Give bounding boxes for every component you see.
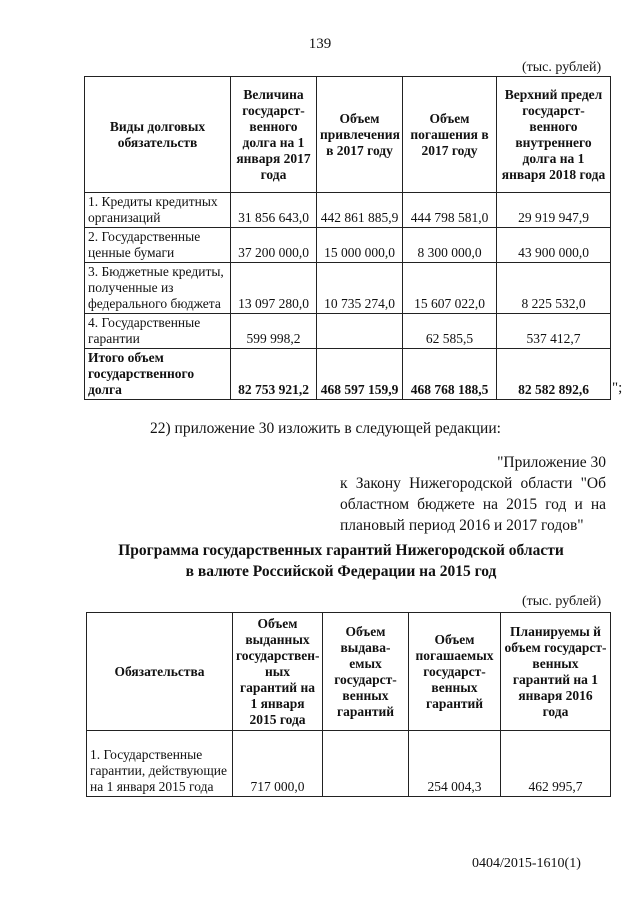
cell: 31 856 643,0 — [231, 193, 317, 228]
row-label: 4. Государственные гарантии — [85, 314, 231, 349]
table-header-row — [85, 77, 611, 193]
guarantee-table — [86, 612, 611, 797]
cell: 8 225 532,0 — [497, 263, 611, 314]
paragraph-text: 22) приложение 30 изложить в следующей редакции: — [150, 420, 501, 437]
table-row — [85, 228, 611, 263]
debt-table — [84, 76, 611, 400]
table-header-row — [87, 613, 611, 731]
cell: 8 300 000,0 — [403, 228, 497, 263]
cell: 599 998,2 — [231, 314, 317, 349]
cell: 29 919 947,9 — [497, 193, 611, 228]
units-label: (тыс. рублей) — [522, 60, 602, 75]
row-label: 3. Бюджетные кредиты, полученные из федерального бюджета — [85, 263, 231, 314]
cell: 43 900 000,0 — [497, 228, 611, 263]
units-label: (тыс. рублей) — [522, 594, 602, 609]
cell — [323, 731, 409, 797]
table-row — [85, 263, 611, 314]
total-cell: 468 768 188,5 — [403, 349, 497, 400]
cell: 717 000,0 — [233, 731, 323, 797]
column-header: Объем выданных государствен-ных гарантий на 1 января 2015 года — [233, 613, 323, 731]
table-row — [85, 314, 611, 349]
table-total-row — [85, 349, 611, 400]
total-cell: 82 582 892,6 — [497, 349, 611, 400]
cell: 537 412,7 — [497, 314, 611, 349]
cell: 37 200 000,0 — [231, 228, 317, 263]
cell: 15 000 000,0 — [317, 228, 403, 263]
row-label: 1. Кредиты кредитных организаций — [85, 193, 231, 228]
cell: 10 735 274,0 — [317, 263, 403, 314]
program-title-line: Программа государственных гарантий Нижегородской области — [118, 542, 564, 559]
closing-quote-mark: "; — [612, 380, 623, 396]
appendix-line: к Закону Нижегородской области "Об областном бюджете на 2015 год и на плановый период 2016 и 2017 годов" — [340, 475, 606, 534]
document-code: 0404/2015-1610(1) — [472, 856, 581, 871]
row-label: 1. Государственные гарантии, действующие на 1 января 2015 года — [87, 731, 233, 797]
column-header: Планируемы й объем государст-венных гарантий на 1 января 2016 года — [501, 613, 611, 731]
program-title — [96, 540, 586, 582]
page-number: 139 — [308, 36, 332, 52]
row-label: 2. Государственные ценные бумаги — [85, 228, 231, 263]
column-header: Обязательства — [87, 613, 233, 731]
total-label: Итого объем государственного долга — [85, 349, 231, 400]
appendix-line: "Приложение 30 — [497, 454, 606, 471]
total-cell: 82 753 921,2 — [231, 349, 317, 400]
column-header: Величина государст-венного долга на 1 января 2017 года — [231, 77, 317, 193]
appendix-note — [340, 452, 606, 536]
column-header: Объем погашения в 2017 году — [403, 77, 497, 193]
cell: 442 861 885,9 — [317, 193, 403, 228]
cell: 62 585,5 — [403, 314, 497, 349]
cell — [317, 314, 403, 349]
table-row — [87, 731, 611, 797]
column-header: Объем привлечения в 2017 году — [317, 77, 403, 193]
program-title-line: в валюте Российской Федерации на 2015 год — [185, 563, 497, 580]
total-cell: 468 597 159,9 — [317, 349, 403, 400]
cell: 15 607 022,0 — [403, 263, 497, 314]
cell: 13 097 280,0 — [231, 263, 317, 314]
cell: 444 798 581,0 — [403, 193, 497, 228]
column-header: Виды долговых обязательств — [85, 77, 231, 193]
table-row — [85, 193, 611, 228]
cell: 254 004,3 — [409, 731, 501, 797]
column-header: Объем выдава-емых государст-венных гарантий — [323, 613, 409, 731]
column-header: Объем погашаемых государст-венных гарантий — [409, 613, 501, 731]
column-header: Верхний предел государст-венного внутреннего долга на 1 января 2018 года — [497, 77, 611, 193]
cell: 462 995,7 — [501, 731, 611, 797]
